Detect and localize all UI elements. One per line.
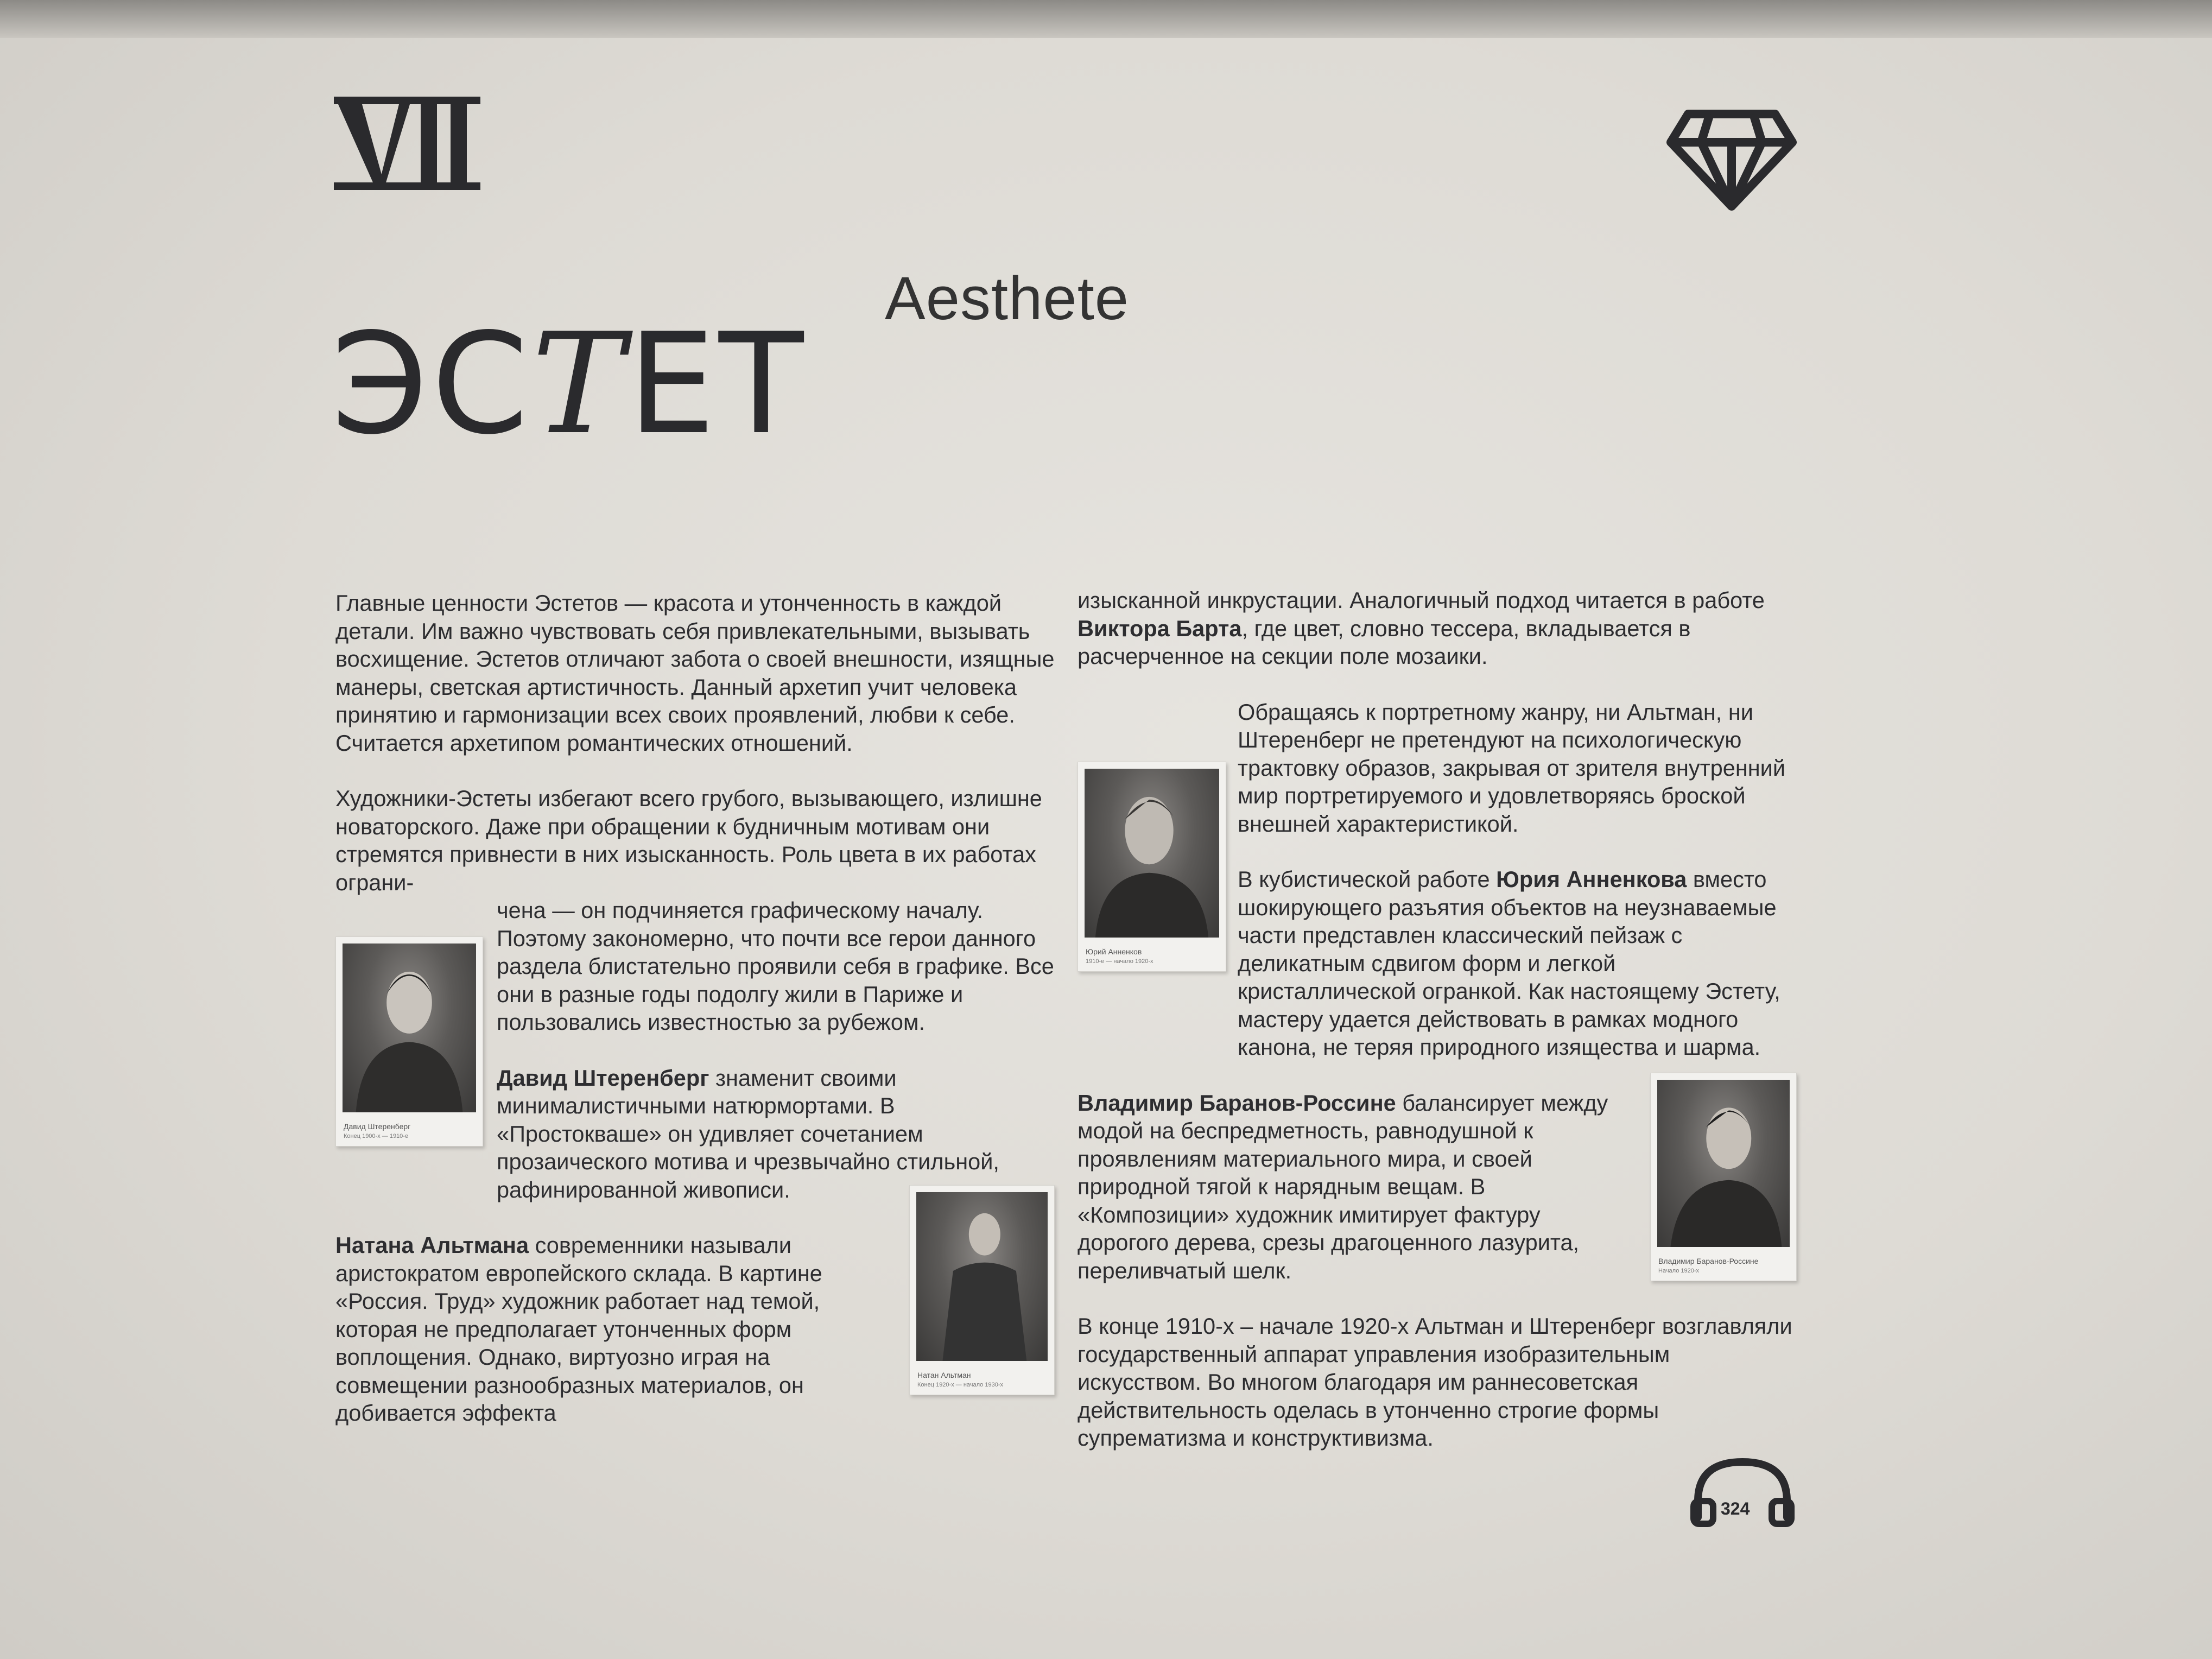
photo-subcaption: Начало 1920-х <box>1658 1268 1700 1274</box>
paragraph-text: вместо шокирующего разъятия объектов на неузнаваемые части представлен классический пейзаж с деликатным сдвигом форм и легкой кристаллической огранкой. Как настоящему Эстету, мастеру удается действовать в рамках модного канона, не теряя природного изящества и шарма. <box>1238 866 1780 1060</box>
title-russian-middle: Т <box>531 303 628 465</box>
wall-top-edge <box>0 0 2212 38</box>
diamond-icon <box>1666 109 1797 212</box>
paragraph-text: В кубистической работе <box>1238 866 1497 892</box>
artist-name: Давид Штеренберг <box>497 1065 709 1091</box>
title-russian <box>331 303 807 465</box>
paragraph-text: знаменит своими минималистичными натюрмортами. В «Простокваше» он удивляет сочетанием прозаического мотива и чрезвычайно стильной, рафинированной живописи. <box>497 1065 999 1202</box>
paragraph: Главные ценности Эстетов — красота и утонченность в каждой детали. Им важно чувствовать себя привлекательными, вызывать восхищение. Эстетов отличают забота о своей внешности, изящные манеры, светская артистичность. Данный архетип учит человека принятию и гармонизации всех своих проявлений, любви к себе. Считается архетипом романтических отношений. <box>335 590 1055 756</box>
paragraph: чена — он подчиняется графическому началу. Поэтому закономерно, что почти все герои данного раздела блистательно проявили себя в графике. Все они в разные годы подолгу жили в Париже и пользовались известностью за рубежом. <box>497 897 1054 1035</box>
title-english: Aesthete <box>885 264 1130 332</box>
photo-subcaption: 1910-е — начало 1920-х <box>1086 958 1153 965</box>
paragraph-text: изысканной инкрустации. Аналогичный подход читается в работе <box>1078 587 1765 613</box>
audio-guide-badge <box>1688 1457 1797 1527</box>
audio-guide-number: 324 <box>1721 1499 1750 1518</box>
photo-caption: Юрий Анненков <box>1086 947 1142 956</box>
photo-caption: Давид Штеренберг <box>344 1122 411 1131</box>
photo-subcaption: Конец 1900-х — 1910-е <box>344 1133 409 1139</box>
paragraph: Художники-Эстеты избегают всего грубого, вызывающего, излишне новаторского. Даже при обращении к будничным мотивам они стремятся привнести в них изысканность. Роль цвета в их работах ограни- <box>335 786 1042 895</box>
portrait-photo-baranov-rossine <box>1650 1073 1797 1281</box>
photo-subcaption: Конец 1920-х — начало 1930-х <box>917 1382 1003 1388</box>
photo-caption: Натан Альтман <box>917 1371 971 1379</box>
title-russian-start: ЭС <box>331 303 532 465</box>
portrait-photo-shterenberg <box>335 936 483 1147</box>
artist-name: Владимир Баранов-Россине <box>1078 1090 1396 1116</box>
paragraph: Обращаясь к портретному жанру, ни Альтман, ни Штеренберг не претендуют на психологическую трактовку образов, закрывая от зрителя внутренний мир портретируемого и удовлетворяясь броской внешней характеристикой. <box>1238 699 1786 837</box>
portrait-photo-annenkov <box>1078 762 1226 972</box>
paragraph-text: балансирует между модой на беспредметность, равнодушной к проявлениям материального мира, и своей природной тягой к нарядным вещам. В «Композиции» художник имитирует фактуру дорогого дерева, срезы драгоценного лазурита, переливчатый шелк. <box>1078 1090 1608 1283</box>
title-russian-end: ЕТ <box>628 303 807 465</box>
artist-name: Юрия Анненкова <box>1496 866 1687 892</box>
section-numeral-vii <box>334 97 480 190</box>
right-text-column <box>1078 586 1799 1480</box>
portrait-photo-altman <box>909 1185 1055 1395</box>
photo-caption: Владимир Баранов-Россине <box>1658 1257 1759 1265</box>
paragraph-text: современники называли аристократом европейского склада. В картине «Россия. Труд» художник работает над темой, которая не предполагает утонченных форм воплощения. Однако, виртуозно играя на совмещении разнообразных материалов, он добивается эффекта <box>335 1232 822 1426</box>
paragraph-text: , где цвет, словно тессера, вкладывается в расчерченное на секции поле мозаики. <box>1078 615 1691 669</box>
artist-name: Натана Альтмана <box>335 1232 529 1258</box>
artist-name: Виктора Барта <box>1078 615 1242 641</box>
paragraph: В конце 1910-х – начале 1920-х Альтман и Штеренберг возглавляли государственный аппарат управления изобразительным искусством. Во многом благодаря им раннесоветская действительность оделась в утонченно строгие формы супрематизма и конструктивизма. <box>1078 1313 1792 1451</box>
